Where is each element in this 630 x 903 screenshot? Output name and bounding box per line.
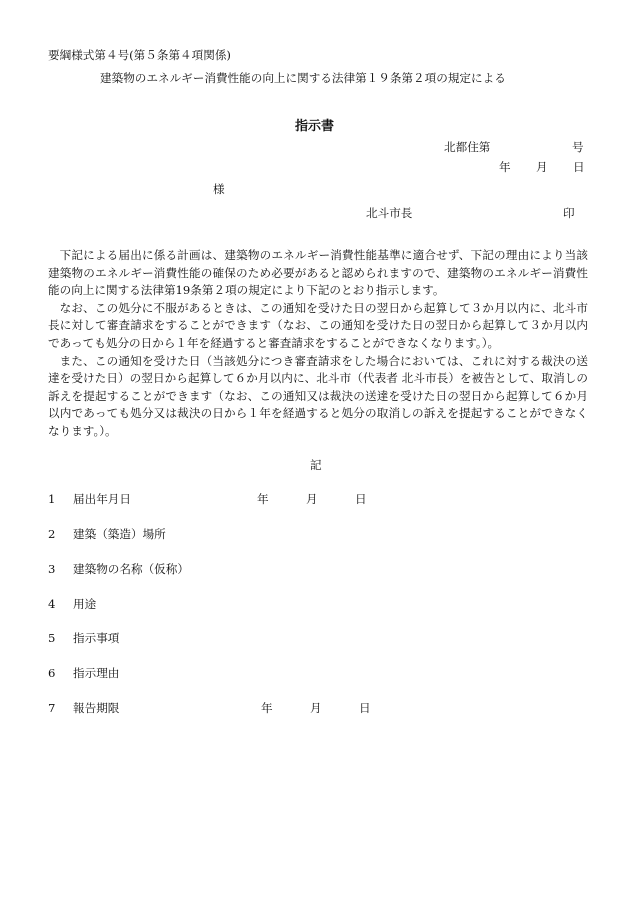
item-number: 3 — [48, 562, 56, 576]
law-reference: 建築物のエネルギー消費性能の向上に関する法律第１９条第２項の規定による — [100, 71, 506, 85]
item-year: 年 — [257, 492, 269, 506]
item-label: 届出年月日 — [73, 492, 131, 506]
issue-date-day: 日 — [573, 160, 585, 174]
item-label: 報告期限 — [73, 701, 120, 715]
body-paragraph: また、この通知を受けた日（当該処分につき審査請求をした場合においては、これに対する裁決の送達を受けた日）の翌日から起算して６か月以内に、北斗市（代表者 北斗市長）を被告として、取消しの訴えを提起することができます（なお、この通知又は裁決の送達を受けた日の翌日から起算して６か月以内であっても処分又は裁決の日から１年を経過すると処分の取消しの訴えを提起することができなくなります。）。 — [48, 353, 588, 438]
item-month: 月 — [306, 492, 318, 506]
addressee-honorific: 様 — [213, 182, 225, 196]
item-day: 日 — [359, 701, 371, 715]
item-day: 日 — [355, 492, 367, 506]
seal-mark: 印 — [563, 206, 575, 220]
document-number-suffix: 号 — [572, 140, 584, 154]
item-label: 指示理由 — [73, 666, 120, 680]
issue-date-month: 月 — [536, 160, 548, 174]
body-paragraph: 下記による届出に係る計画は、建築物のエネルギー消費性能基準に適合せず、下記の理由により当該建築物のエネルギー消費性能の確保のため必要があると認められますので、建築物のエネルギー消費性能の向上に関する法律第19条第２項の規定により下記のとおり指示します。 — [48, 248, 588, 298]
item-label: 建築（築造）場所 — [73, 527, 166, 541]
item-label: 建築物の名称（仮称） — [73, 562, 189, 576]
item-label: 指示事項 — [73, 631, 120, 645]
body-paragraph: なお、この処分に不服があるときは、この通知を受けた日の翌日から起算して３か月以内に、北斗市長に対して審査請求をすることができます（なお、この通知を受けた日の翌日から起算して３か月以内であっても処分の日から１年を経過すると審査請求をすることができなくなります。）。 — [48, 300, 588, 350]
item-number: 4 — [48, 597, 56, 611]
item-number: 1 — [48, 492, 56, 506]
item-number: 7 — [48, 701, 56, 715]
form-label: 要綱様式第４号(第５条第４項関係) — [48, 48, 231, 62]
body-text — [48, 247, 588, 441]
issue-date-year: 年 — [499, 160, 511, 174]
item-label: 用途 — [73, 597, 97, 611]
ki-heading: 記 — [310, 458, 322, 472]
item-number: 2 — [48, 527, 56, 541]
document-number-prefix: 北都住第 — [444, 140, 491, 154]
item-year: 年 — [261, 701, 273, 715]
issuer-name: 北斗市長 — [366, 206, 413, 220]
document-title: 指示書 — [295, 119, 335, 134]
item-month: 月 — [310, 701, 322, 715]
item-number: 6 — [48, 666, 56, 680]
item-number: 5 — [48, 631, 56, 645]
